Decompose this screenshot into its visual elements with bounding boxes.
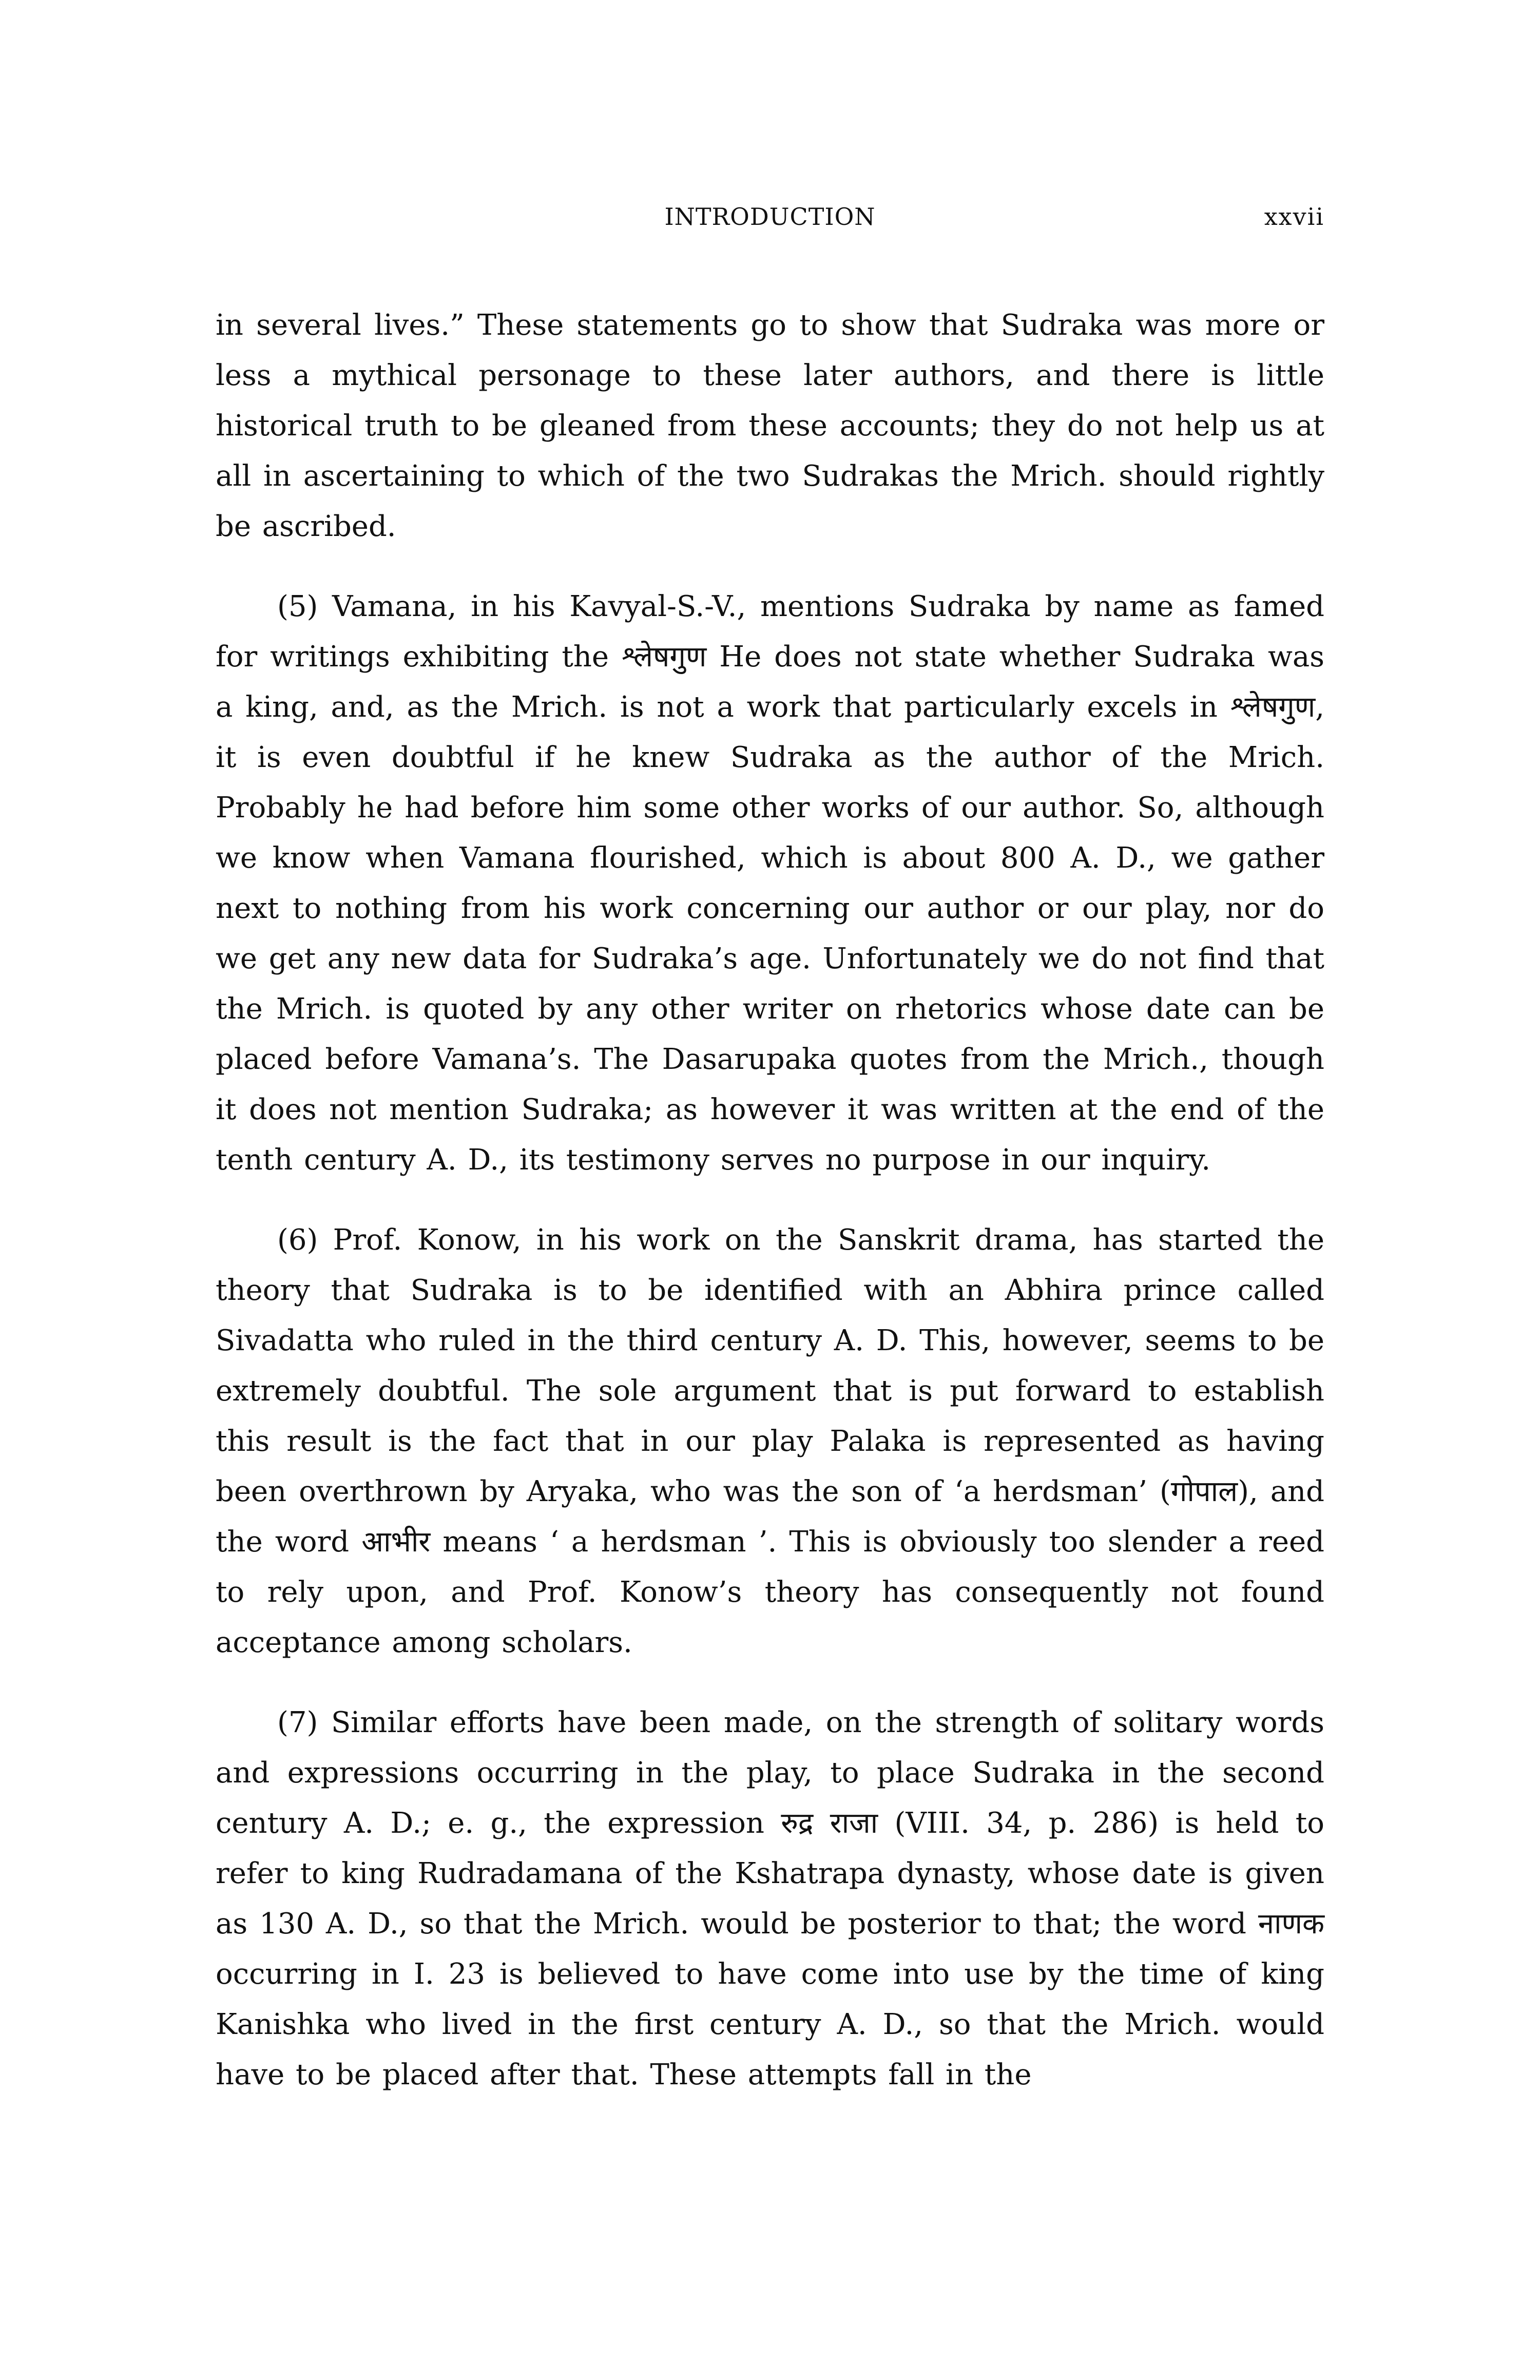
- page-number: xxvii: [1264, 203, 1324, 231]
- paragraph-point-7: (7) Similar efforts have been made, on the strength of solitary words and expressions occurring in the play, to place Sudraka in the second century A. D.; e. g., the expression रुद्र राजा (VIII. 34, p. 286) is held to refer to king Rudradamana of the Kshatrapa dynasty, whose date is given as 130 A. D., so that the Mrich. would be posterior to that; the word नाणक occurring in I. 23 is believed to have come into use by the time of king Kanishka who lived in the first century A. D., so that the Mrich. would have to be placed after that. These attempts fall in the: [216, 1706, 1324, 2091]
- running-header: [216, 203, 1324, 239]
- paragraph-point-6: (6) Prof. Konow, in his work on the Sanskrit drama, has started the theory that Sudraka is to be identified with an Abhira prince called Sivadatta who ruled in the third century A. D. This, however, seems to be extremely doubtful. The sole argument that is put forward to establish this result is the fact that in our play Palaka is represented as having been overthrown by Aryaka, who was the son of ‘a herdsman’ (गोपाल), and the word आभीर means ‘ a herdsman ’. This is obviously too slender a reed to rely upon, and Prof. Konow’s theory has consequently not found acceptance among scholars.: [216, 1223, 1324, 1659]
- body-text: [216, 300, 1324, 2100]
- paragraph-point-5: (5) Vamana, in his Kavyal-S.-V., mentions Sudraka by name as famed for writings exhibiting the श्लेषगुण He does not state whether Sudraka was a king, and, as the Mrich. is not a work that particularly excels in श्लेषगुण, it is even doubtful if he knew Sudraka as the author of the Mrich. Probably he had before him some other works of our author. So, although we know when Vamana flourished, which is about 800 A. D., we gather next to nothing from his work concerning our author or our play, nor do we get any new data for Sudraka’s age. Unfortunately we do not find that the Mrich. is quoted by any other writer on rhetorics whose date can be placed before Vamana’s. The Dasarupaka quotes from the Mrich., though it does not mention Sudraka; as however it was written at the end of the tenth century A. D., its testimony serves no purpose in our inquiry.: [216, 590, 1324, 1177]
- chapter-title: INTRODUCTION: [664, 203, 876, 231]
- paragraph-continuation: in several lives.” These statements go to show that Sudraka was more or less a mythical personage to these later authors, and there is little historical truth to be gleaned from these accounts; they do not help us at all in ascertaining to which of the two Sudrakas the Mrich. should rightly be ascribed.: [216, 309, 1324, 543]
